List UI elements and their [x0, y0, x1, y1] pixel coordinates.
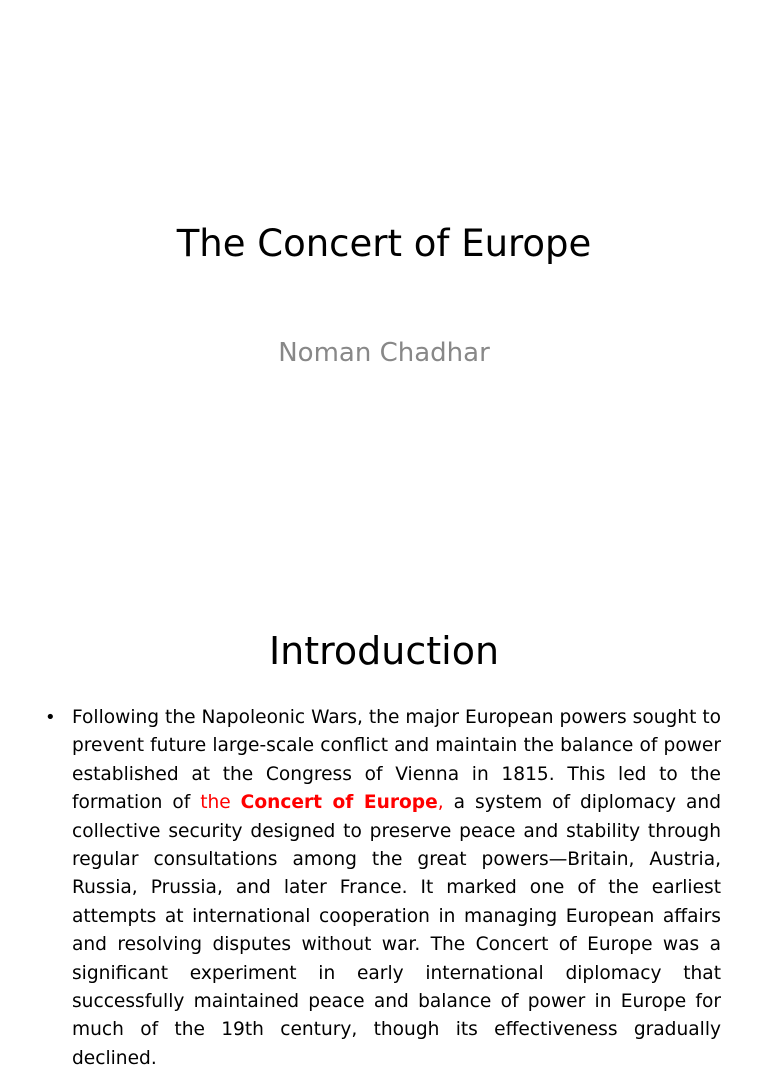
highlight-concert-name: Concert of Europe	[240, 792, 438, 814]
bullet-list	[45, 704, 721, 1073]
highlight-article: the	[200, 792, 241, 814]
list-item	[45, 704, 721, 1073]
bullet-text-start: Following the Napoleonic Wars, the major European powers sought to prevent future large-scale conflict and maintain the balance of power established at the Congress of Vienna in 1815. This led to the formation of	[72, 707, 721, 814]
bullet-marker: •	[45, 707, 56, 728]
slide-introduction	[0, 576, 768, 1069]
presentation-author: Noman Chadhar	[278, 338, 490, 368]
bullet-text-end: a system of diplomacy and collective security designed to preserve peace and stability through regular consultations among the great powers—Britain, Austria, Russia, Prussia, and later France. It marked one of the earliest attempts at international cooperation in managing European affairs and resolving disputes without war. The Concert of Europe was a significant experiment in early international diplomacy that successfully maintained peace and balance of power in Europe for much of the 19th century, though its effectiveness gradually declined.	[72, 792, 721, 1069]
slide-heading: Introduction	[268, 629, 500, 673]
presentation-title: The Concert of Europe	[176, 222, 592, 265]
highlight-comma: ,	[437, 792, 444, 814]
